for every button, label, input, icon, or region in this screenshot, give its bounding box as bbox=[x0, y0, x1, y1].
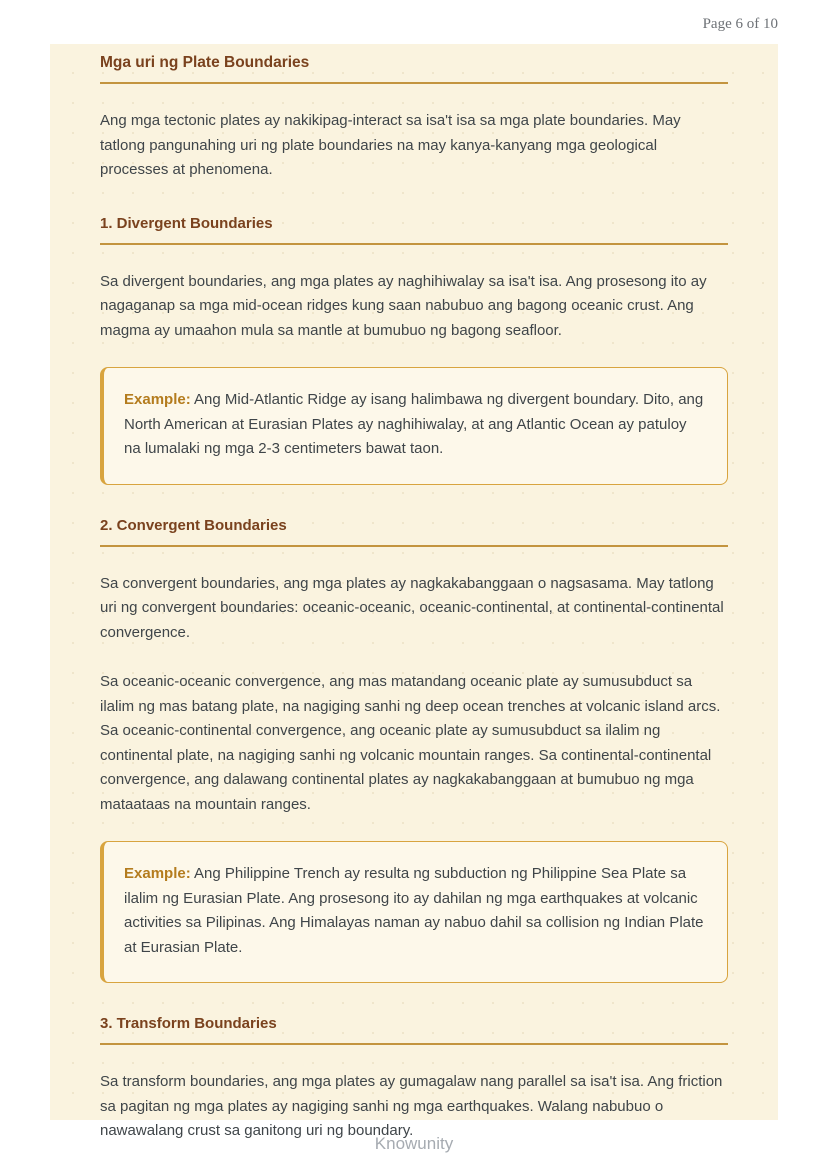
section-paragraph: Sa oceanic-oceanic convergence, ang mas matandang oceanic plate ay sumusubduct sa ilalim ng mas batang plate, na nagiging sanhi ng deep ocean trenches at volcanic island arcs. Sa oceanic-continental convergence, ang oceanic plate ay sumusubduct sa ilalim ng continental plate, na nagiging sanhi ng volcanic mountain ranges. Sa continental-continental convergence, ang dalawang continental plates ay nagkakabanggaan at bumubuo ng mga mataataas na mountain ranges. bbox=[100, 673, 721, 813]
section-transform-boundaries bbox=[100, 1013, 728, 1144]
page-indicator: Page 6 of 10 bbox=[702, 16, 778, 32]
document-sheet bbox=[50, 44, 778, 1139]
intro-paragraph: Ang mga tectonic plates ay nakikipag-interact sa isa't isa sa mga plate boundaries. May tatlong pangunahing uri ng plate boundaries na may kanya-kanyang mga geological processes at phenomena. bbox=[100, 112, 681, 178]
document-title: Mga uri ng Plate Boundaries bbox=[100, 52, 728, 84]
section-divergent-boundaries bbox=[100, 213, 728, 485]
footer-brand: Knowunity bbox=[374, 1134, 454, 1153]
section-paragraph: Sa convergent boundaries, ang mga plates ay nagkakabanggaan o nagsasama. May tatlong uri ng convergent boundaries: oceanic-oceanic, oceanic-continental, at continental-continental convergence. bbox=[100, 574, 724, 641]
section-convergent-boundaries bbox=[100, 515, 728, 984]
example-label: Example: bbox=[124, 391, 191, 408]
example-box-divergent bbox=[100, 367, 728, 485]
example-box-convergent bbox=[100, 841, 728, 983]
example-label: Example: bbox=[124, 865, 191, 882]
example-text bbox=[124, 862, 705, 960]
section-paragraph: Sa divergent boundaries, ang mga plates ay naghihiwalay sa isa't isa. Ang prosesong ito ay nagaganap sa mga mid-ocean ridges kung saan nabubuo ang bagong oceanic crust. Ang magma ay umaahon mula sa mantle at bumubuo ng bagong seafloor. bbox=[100, 272, 707, 339]
section-heading-convergent: 2. Convergent Boundaries bbox=[100, 515, 728, 547]
section-heading-divergent: 1. Divergent Boundaries bbox=[100, 213, 728, 245]
example-body: Ang Mid-Atlantic Ridge ay isang halimbawa ng divergent boundary. Dito, ang North American at Eurasian Plates ay naghihiwalay, at ang Atlantic Ocean ay patuloy na lumalaki ng mga 2-3 centimeters bawat taon. bbox=[124, 391, 704, 457]
example-body: Ang Philippine Trench ay resulta ng subduction ng Philippine Sea Plate sa ilalim ng Eurasian Plate. Ang prosesong ito ay dahilan ng mga earthquakes at volcanic activities sa Pilipinas. Ang Himalayas naman ay nabuo dahil sa collision ng Indian Plate at Eurasian Plate. bbox=[124, 865, 704, 956]
example-text bbox=[124, 388, 705, 462]
section-heading-transform: 3. Transform Boundaries bbox=[100, 1013, 728, 1045]
section-paragraph: Sa transform boundaries, ang mga plates ay gumagalaw nang parallel sa isa't isa. Ang friction sa pagitan ng mga plates ay nagiging sanhi ng mga earthquakes. Walang nabubuo o nawawalang crust sa ganitong uri ng boundary. bbox=[100, 1073, 723, 1139]
